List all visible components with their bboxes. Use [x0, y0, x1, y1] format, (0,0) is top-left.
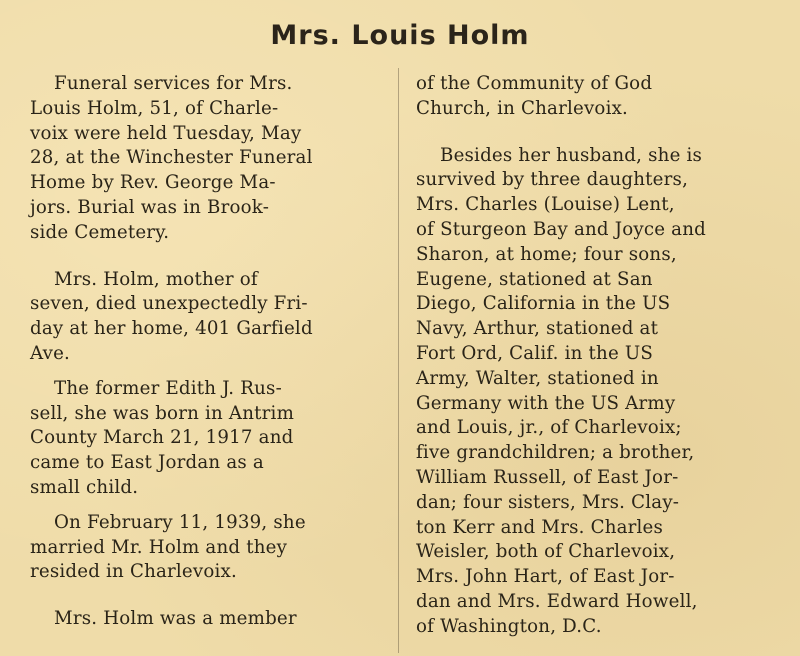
text-line: of Sturgeon Bay and Joyce and	[416, 218, 706, 240]
paragraph-gap	[30, 367, 368, 377]
text-line: Mrs. Holm, mother of	[54, 268, 258, 290]
text-line: voix were held Tuesday, May	[30, 122, 302, 144]
text-line: Ave.	[30, 342, 71, 364]
column-divider	[398, 68, 399, 653]
left-column	[30, 72, 368, 632]
text-line: Diego, California in the US	[416, 293, 671, 315]
text-line: 28, at the Winchester Funeral	[30, 147, 313, 169]
text-line: Besides her husband, she is	[440, 144, 703, 166]
text-line: Fort Ord, Calif. in the US	[416, 342, 654, 364]
obituary-headline: Mrs. Louis Holm	[270, 20, 530, 51]
text-line: dan; four sisters, Mrs. Clay-	[416, 491, 680, 513]
text-line: The former Edith J. Rus-	[54, 377, 282, 399]
text-line: Mrs. Holm was a member	[54, 608, 297, 630]
text-line: Army, Walter, stationed in	[416, 367, 659, 389]
text-line: married Mr. Holm and they	[30, 536, 288, 558]
text-line: ton Kerr and Mrs. Charles	[416, 516, 664, 538]
text-line: Navy, Arthur, stationed at	[416, 318, 659, 340]
text-line: Sharon, at home; four sons,	[416, 243, 677, 265]
text-line: small child.	[30, 476, 139, 498]
text-line: Mrs. John Hart, of East Jor-	[416, 566, 675, 588]
paragraph-gap	[30, 501, 368, 511]
text-line: Eugene, stationed at San	[416, 268, 653, 290]
paragraph-gap	[30, 246, 368, 268]
text-line: day at her home, 401 Garfield	[30, 318, 313, 340]
text-line: Funeral services for Mrs.	[54, 73, 293, 94]
text-line: seven, died unexpectedly Fri-	[30, 293, 308, 315]
paragraph-gap	[30, 585, 368, 607]
text-line: On February 11, 1939, she	[54, 511, 306, 533]
text-line: Church, in Charlevoix.	[416, 97, 629, 119]
text-line: side Cemetery.	[30, 221, 170, 243]
text-line: Home by Rev. George Ma-	[30, 172, 276, 194]
text-line: Germany with the US Army	[416, 392, 676, 414]
text-line: dan and Mrs. Edward Howell,	[416, 590, 698, 612]
text-line: five grandchildren; a brother,	[416, 442, 695, 464]
text-line: and Louis, jr., of Charlevoix;	[416, 417, 682, 439]
text-line: Mrs. Charles (Louise) Lent,	[416, 194, 675, 216]
text-line: sell, she was born in Antrim	[30, 402, 295, 424]
text-line: jors. Burial was in Brook-	[30, 196, 270, 218]
text-line: resided in Charlevoix.	[30, 561, 237, 583]
text-line: came to East Jordan as a	[30, 452, 264, 474]
text-line: Weisler, both of Charlevoix,	[416, 541, 676, 563]
text-line: William Russell, of East Jor-	[416, 466, 679, 488]
text-line: of Washington, D.C.	[416, 615, 602, 637]
paragraph-gap	[416, 122, 756, 144]
right-column	[416, 72, 756, 640]
text-line: of the Community of God	[416, 73, 653, 94]
text-line: survived by three daughters,	[416, 169, 689, 191]
text-line: County March 21, 1917 and	[30, 427, 294, 449]
text-line: Louis Holm, 51, of Charle-	[30, 97, 279, 119]
